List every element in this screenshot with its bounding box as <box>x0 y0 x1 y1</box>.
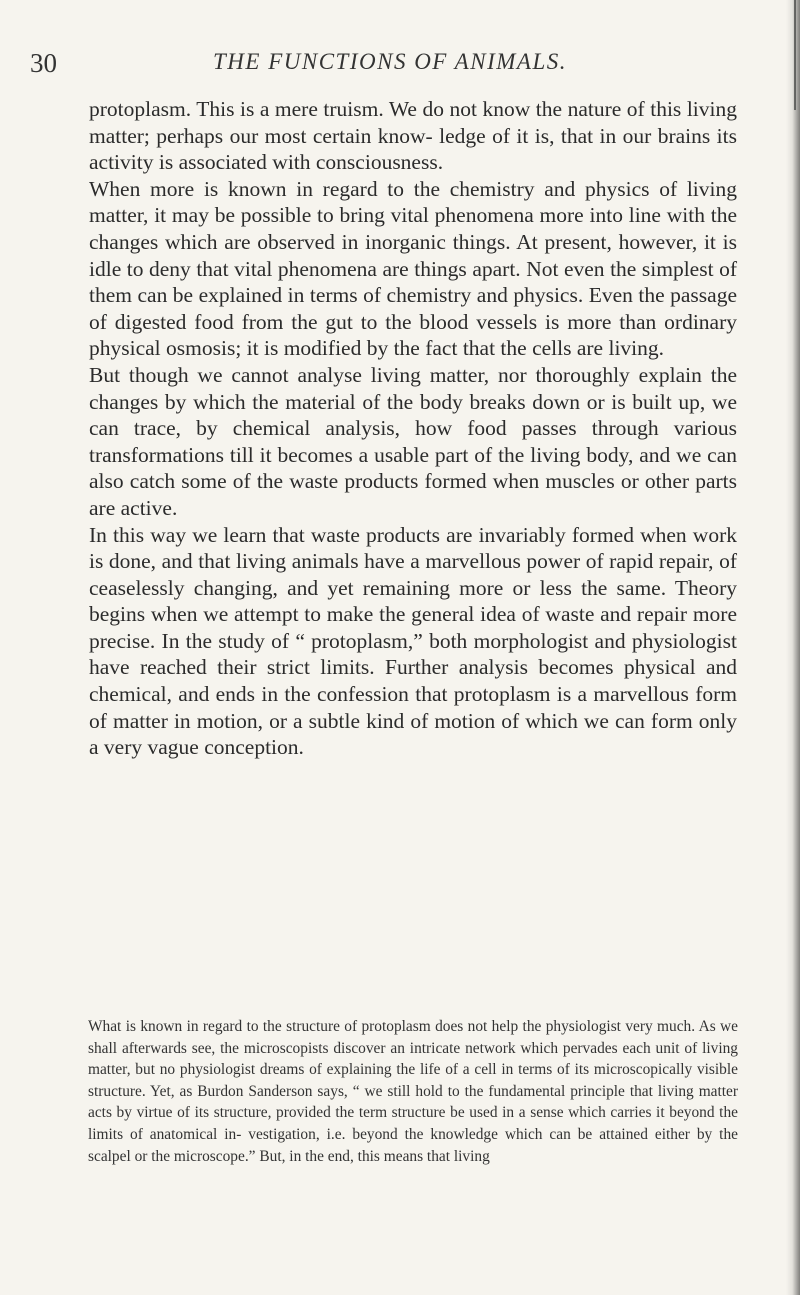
page-header <box>30 48 750 88</box>
paragraph: protoplasm. This is a mere truism. We do not know the nature of this living matter; perhaps our most certain know- ledge of it is, that in our brains its activity is associated with consciousness. <box>89 97 737 175</box>
running-title: THE FUNCTIONS OF ANIMALS. <box>213 49 567 74</box>
paragraph: But though we cannot analyse living matter, nor thoroughly explain the changes by which the material of the body breaks down or is built up, we can trace, by chemical analysis, how food passes through various transformations till it becomes a usable part of the living body, and we can also catch some of the waste products formed when muscles or other parts are active. <box>89 362 737 520</box>
paragraph: When more is known in regard to the chemistry and physics of living matter, it may be possible to bring vital phenomena more into line with the changes which are observed in inorganic things. At present, however, it is idle to deny that vital phenomena are things apart. Not even the simplest of them can be explained in terms of chemistry and physics. Even the passage of digested food from the gut to the blood vessels is more than ordinary physical osmosis; it is modified by the fact that the cells are living. <box>89 176 737 361</box>
paragraph: In this way we learn that waste products are invariably formed when work is done, and that living animals have a marvellous power of rapid repair, of ceaselessly changing, and yet remaining more or less the same. Theory begins when we attempt to make the general idea of waste and repair more precise. In the study of “ protoplasm,” both morphologist and physiologist have reached their strict limits. Further analysis becomes physical and chemical, and ends in the confession that protoplasm is a marvellous form of matter in motion, or a subtle kind of motion of which we can form only a very vague conception. <box>89 522 737 760</box>
small-print-note <box>88 1016 738 1167</box>
page-number: 30 <box>30 48 57 78</box>
small-print-paragraph: What is known in regard to the structure of protoplasm does not help the physiologist very much. As we shall afterwards see, the microscopists discover an intricate network which pervades each unit of living matter, but no physiologist dreams of explaining the life of a cell in terms of its microscopically visible structure. Yet, as Burdon Sanderson says, “ we still hold to the fundamental principle that living matter acts by virtue of its structure, provided the term structure be used in a sense which carries it beyond the limits of anatomical in- vestigation, i.e. beyond the knowledge which can be attained either by the scalpel or the microscope.” But, in the end, this means that living <box>88 1018 738 1165</box>
page-edge-line <box>794 0 796 110</box>
main-text <box>89 96 737 761</box>
page-edge-shadow <box>786 0 800 1295</box>
